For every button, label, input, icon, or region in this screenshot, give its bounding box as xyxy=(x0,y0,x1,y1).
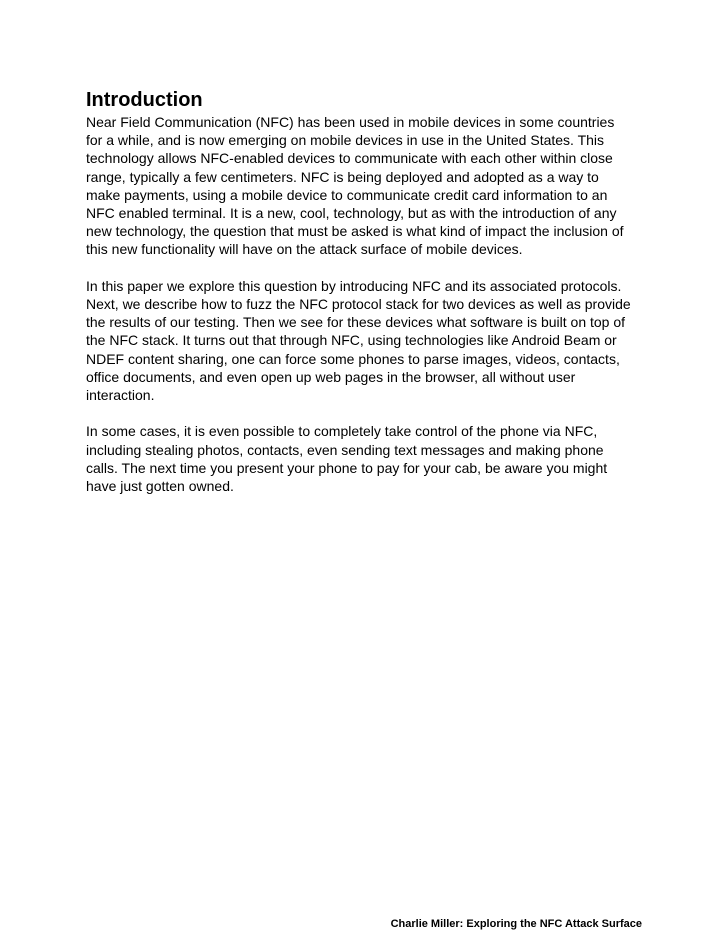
page-footer: Charlie Miller: Exploring the NFC Attack Surface xyxy=(390,918,642,930)
paragraph-nfc-overview: Near Field Communication (NFC) has been used in mobile devices in some countries for a while, and is now emerging on mobile devices in use in the United States. This technology allows NFC-enabled devices to communicate with each other within close range, typically a few centimeters. NFC is being deployed and adopted as a way to make payments, using a mobile device to communicate credit card information to an NFC enabled terminal. It is a new, cool, technology, but as with the introduction of any new technology, the question that must be asked is what kind of impact the inclusion of this new functionality will have on the attack surface of mobile devices. xyxy=(86,114,624,258)
document-body xyxy=(86,87,646,513)
section-heading: Introduction xyxy=(86,89,203,111)
paragraph-takeover: In some cases, it is even possible to completely take control of the phone via NFC, including stealing photos, contacts, even sending text messages and making phone calls. The next time you present your phone to pay for your cab, be aware you might have just gotten owned. xyxy=(86,423,608,495)
paragraph-paper-outline: In this paper we explore this question by introducing NFC and its associated protocols. Next, we describe how to fuzz the NFC protocol stack for two devices as well as provide the results of our testing. Then we see for these devices what software is built on top of the NFC stack. It turns out that through NFC, using technologies like Android Beam or NDEF content sharing, one can force some phones to parse images, videos, contacts, office documents, and even open up web pages in the browser, all without user interaction. xyxy=(86,277,631,404)
